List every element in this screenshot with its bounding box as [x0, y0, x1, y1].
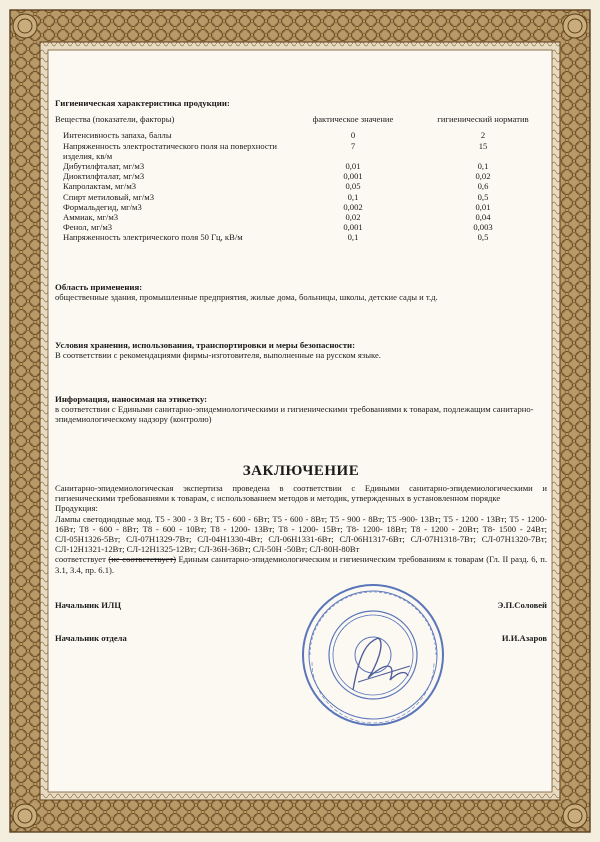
signature-name: Э.П.Соловей — [497, 600, 547, 610]
compliance-struck: (не соответствует) — [108, 554, 176, 565]
row-norm: 0,1 — [477, 161, 489, 172]
hygiene-table-header — [55, 114, 547, 130]
row-norm: 0,01 — [475, 201, 491, 212]
compliance-suffix: Единым санитарно-эпидемиологическим и гигиеническим требованиям к товарам (Гл. II разд. 6, п. 3.1, 3.4, пр. 6.1). — [55, 554, 547, 575]
row-actual: 0 — [350, 130, 356, 141]
row-actual: 0,1 — [347, 232, 359, 243]
compliance-prefix: соответствует — [55, 554, 106, 565]
row-actual: 7 — [350, 140, 356, 151]
conclusion-intro: Санитарно-эпидемиологическая экспертиза проведена в соответствии с Едиными санитарно-эпидемиологическими и гигиеническими требованиями к товарам, с использованием методов и методик, утвержденных в установленном порядке — [55, 483, 547, 504]
row-norm: 2 — [480, 130, 486, 141]
table-row — [55, 232, 547, 242]
row-name: Аммиак, мг/м3 — [63, 212, 119, 223]
row-actual: 0,05 — [345, 181, 361, 192]
row-name: Интенсивность запаха, баллы — [63, 130, 172, 141]
row-norm: 15 — [478, 140, 488, 151]
row-norm: 0,02 — [475, 171, 491, 182]
compliance-statement — [55, 554, 547, 574]
row-name: Диоктилфталат, мг/м3 — [63, 171, 145, 182]
row-name: Спирт метиловый, мг/м3 — [63, 191, 155, 202]
table-row — [55, 141, 547, 161]
label-info-text: в соответствии с Едиными санитарно-эпидемиологическими и гигиеническими требованиями к товарам, подлежащим санитарно-эпидемиологическому надзору (контролю) — [55, 404, 534, 425]
storage-text: В соответствии с рекомендациями фирмы-изготовителя, выполненные на русском языке. — [55, 350, 381, 361]
table-row — [55, 202, 547, 212]
table-row — [55, 222, 547, 232]
conclusion-body — [55, 483, 547, 575]
table-row — [55, 181, 547, 191]
application-heading: Область применения: — [55, 282, 143, 292]
row-norm: 0,5 — [477, 232, 489, 243]
row-norm: 0,5 — [477, 191, 489, 202]
row-name: Формальдегид, мг/м3 — [63, 201, 142, 212]
label-info-heading: Информация, наносимая на этикетку: — [55, 394, 208, 404]
product-list: Лампы светодиодные мод. Т5 - 300 - 3 Вт; Т5 - 600 - 6Вт; Т5 - 600 - 8Вт; Т5 - 900 - 8Вт; Т5 -900- 13Вт; Т5 - 1200 - 13Вт; Т5 - 1200- 16Вт; Т8 - 600 - 8Вт; Т8 - 600 - 10Вт; Т8 - 1200- 13Вт; Т8 - 1200- 15Вт; Т8- 1200- 18Вт; Т8 - 1200 - 20Вт; Т8- 1500 - 24Вт; СЛ-05Н1326-5Вт; СЛ-07Н1329-7Вт; СЛ-04Н1330-4Вт; СЛ-06Н1331-6Вт; СЛ-06Н1317-6Вт; СЛ-07Н1318-7Вт; СЛ-07Н1320-7Вт; СЛ-12Н1321-12Вт; СЛ-12Н1325-12Вт; СЛ-36Н-36Вт; СЛ-50Н -50Вт; СЛ-80Н-80Вт — [55, 513, 547, 555]
label-info-section — [55, 394, 547, 425]
row-name: Напряженность электростатического поля на поверхности изделия, кв/м — [63, 140, 278, 161]
row-name: Капролактам, мг/м3 — [63, 181, 137, 192]
row-norm: 0,04 — [475, 212, 491, 223]
application-section — [55, 282, 547, 302]
table-row — [55, 212, 547, 222]
table-row — [55, 161, 547, 171]
table-row — [55, 171, 547, 181]
hygiene-heading: Гигиеническая характеристика продукции: — [55, 98, 230, 108]
row-norm: 0,6 — [477, 181, 489, 192]
row-name: Напряженность электрического поля 50 Гц, кВ/м — [63, 232, 243, 243]
row-actual: 0,02 — [345, 212, 361, 223]
storage-heading: Условия хранения, использования, транспортировки и меры безопасности: — [55, 340, 356, 350]
signature-name: И.И.Азаров — [501, 633, 547, 643]
row-actual: 0,002 — [343, 201, 363, 212]
row-name: Дибутилфталат, мг/м3 — [63, 161, 145, 172]
storage-section — [55, 340, 547, 360]
row-actual: 0,01 — [345, 161, 361, 172]
conclusion-title: ЗАКЛЮЧЕНИЕ — [242, 463, 360, 479]
application-text: общественные здания, промышленные предприятия, жилые дома, больницы, школы, детские сады и т.д. — [55, 292, 438, 303]
row-norm: 0,003 — [473, 222, 493, 233]
hygiene-table-body — [55, 130, 547, 242]
signature-role: Начальник отдела — [55, 633, 127, 643]
table-row — [55, 130, 547, 140]
official-stamp — [298, 580, 448, 730]
certificate-content — [55, 98, 547, 643]
col-actual-header: фактическое значение — [312, 114, 394, 125]
row-name: Фенол, мг/м3 — [63, 222, 113, 233]
hygiene-table — [55, 114, 547, 242]
col-norm-header: гигиенический норматив — [437, 114, 529, 125]
row-actual: 0,1 — [347, 191, 359, 202]
signature-role: Начальник ИЛЦ — [55, 600, 121, 610]
col-substance-header: Вещества (показатели, факторы) — [55, 114, 175, 125]
table-row — [55, 192, 547, 202]
row-actual: 0,001 — [343, 171, 363, 182]
row-actual: 0,001 — [343, 222, 363, 233]
product-label: Продукция: — [55, 503, 98, 514]
